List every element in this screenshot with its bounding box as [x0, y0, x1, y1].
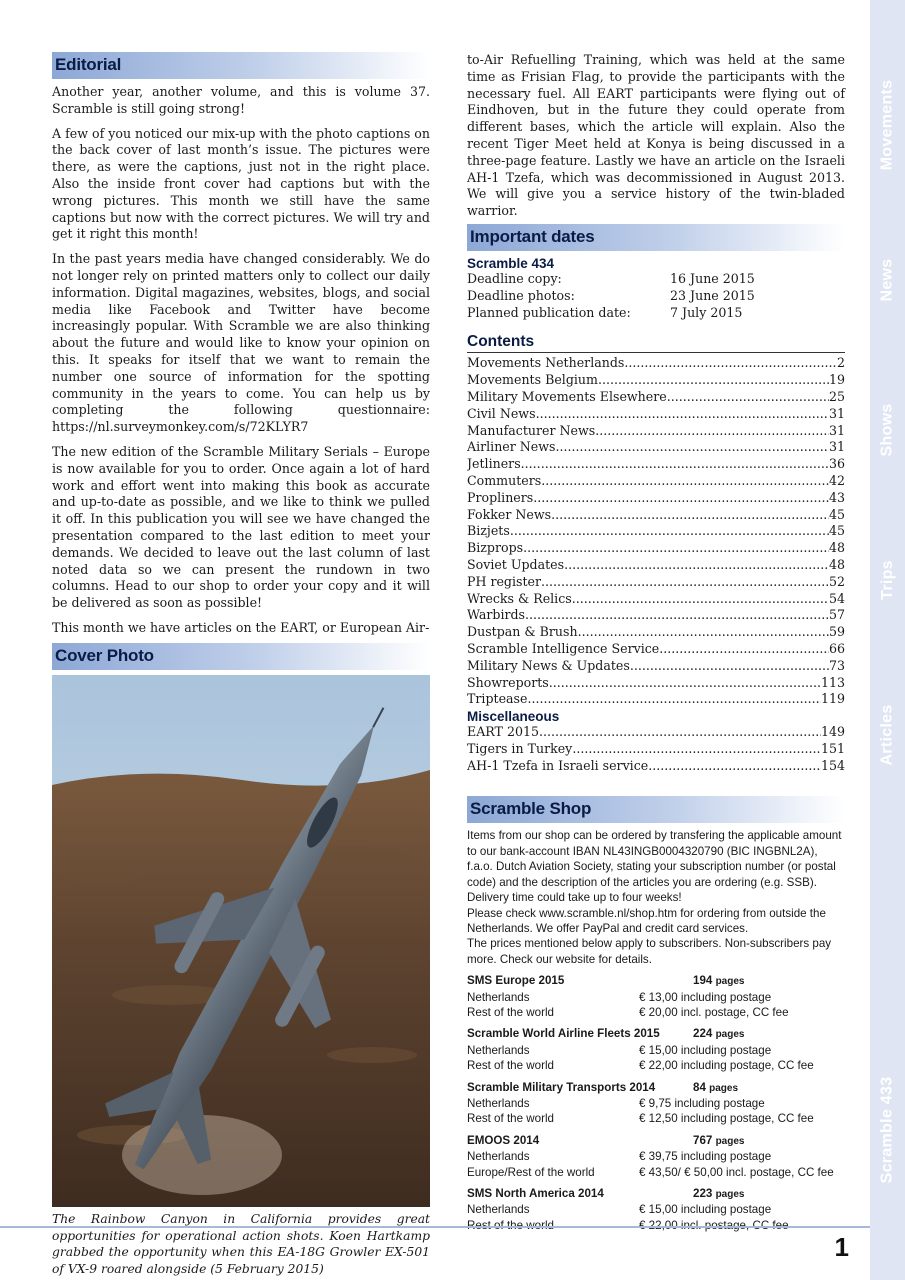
- contents-entry-page: 154: [820, 757, 845, 773]
- price-region: Europe/Rest of the world: [467, 1165, 595, 1179]
- shop-paragraph: Please check www.scramble.nl/shop.htm for ordering from outside the Netherlands. We offer PayPal and credit card services.: [467, 906, 826, 935]
- miscellaneous-list: [467, 724, 845, 774]
- contents-entry-title: Wrecks & Relics: [467, 590, 572, 606]
- shop-product-name: SMS North America 2014: [467, 1187, 604, 1201]
- pages-label: pages: [715, 1029, 745, 1041]
- contents-entry-title: Military News & Updates: [467, 657, 630, 673]
- pages-label: pages: [709, 1082, 739, 1094]
- contents-entry: [467, 406, 845, 423]
- dot-leader: [659, 641, 829, 658]
- contents-entry-page: 119: [820, 691, 845, 707]
- editorial-paragraph: A few of you noticed our mix-up with the photo captions on the back cover of last month’s issue. The pictures were there, as were the captions, just not in the right place. Also the inside front cover had captions but with the wrong pictures. This month we still have the same captions but now with the correct pictures. We will try and get it right this month!: [52, 125, 430, 242]
- page-number: 1: [834, 1232, 849, 1262]
- sidebar-tab-trips: Trips: [878, 560, 896, 600]
- contents-entry-page: 66: [828, 640, 845, 656]
- dot-leader: [572, 591, 829, 608]
- important-dates-heading: Important dates: [467, 224, 845, 251]
- shop-paragraph: Items from our shop can be ordered by transfering the applicable amount to our bank-account IBAN NL43INGB0004320790 (BIC INGBNL2A), f.a.o. Dutch Aviation Society, stating your subscription number (or postal code) and the description of the articles you are ordering (e.g. SSB). Delivery time could take up to four weeks!: [467, 829, 842, 905]
- contents-entry-page: 113: [820, 674, 845, 690]
- contents-entry-page: 31: [828, 439, 845, 455]
- shop-product: [467, 1133, 845, 1180]
- dot-leader: [630, 658, 829, 675]
- editorial-paragraph: In the past years media have changed considerably. We do not longer rely on printed matters only to collect our daily information. Digital magazines, websites, blogs, and social media like Facebook and Twitter have become increasingly popular. With Scramble we are also thinking about the future and would like to know your opinion on this. It speaks for itself that we want to remain the number one source of information for the spotting community in the years to come. You can help us by completing the following questionnaire: https://nl.surveymonkey.com/s/72KLYR7: [52, 251, 430, 435]
- sidebar-tab-news: News: [878, 258, 896, 302]
- contents-entry-title: Commuters: [467, 472, 542, 488]
- dot-leader: [523, 540, 829, 557]
- contents-entry: [467, 372, 845, 389]
- date-row: Deadline copy: 16 June 2015: [467, 270, 755, 286]
- contents-entry: [467, 675, 845, 692]
- contents-entry: [467, 439, 845, 456]
- contents-entry-title: Dustpan & Brush: [467, 624, 578, 640]
- pages-label: pages: [715, 976, 745, 988]
- shop-price-row: [467, 1149, 845, 1164]
- right-column: [467, 52, 845, 1233]
- price-region: Rest of the world: [467, 1005, 554, 1019]
- editorial-continuation: to-Air Refuelling Training, which was held at the same time as Frisian Flag, to provide the participants with the necessary fuel. All EART participants were flying out of Eindhoven, but in the future they could operate from different bases, which the article will explain. Also the recent Tiger Meet held at Konya is being discussed in a three-page feature. Lastly we have an article on the Israeli AH-1 Tzefa, which was decommissioned in August 2013. We will give you a service history of the twin-bladed warrior.: [467, 52, 845, 219]
- pages-label: pages: [715, 1135, 745, 1147]
- dot-leader: [525, 607, 829, 624]
- shop-paragraph: The prices mentioned below apply to subscribers. Non-subscribers pay more. Check our website for details.: [467, 937, 832, 966]
- dot-leader: [648, 758, 821, 775]
- shop-section: [467, 828, 845, 1233]
- shop-product-pages: 767 pages: [693, 1133, 745, 1147]
- dot-leader: [541, 574, 829, 591]
- contents-entry-title: Jetliners: [467, 456, 521, 472]
- contents-entry-title: Tigers in Turkey: [467, 740, 573, 756]
- dot-leader: [598, 372, 829, 389]
- contents-entry-title: Movements Belgium: [467, 372, 598, 388]
- contents-entry-title: Civil News: [467, 405, 536, 421]
- contents-entry-page: 42: [828, 472, 845, 488]
- contents-entry-title: Fokker News: [467, 506, 552, 522]
- sidebar-tab-articles: Articles: [878, 704, 896, 766]
- shop-products: [467, 973, 845, 1233]
- contents-entry-title: PH register: [467, 573, 542, 589]
- contents-entry-title: Military Movements Elsewhere: [467, 388, 667, 404]
- contents-entry: [467, 423, 845, 440]
- editorial-paragraph: Another year, another volume, and this is volume 37. Scramble is still going strong!: [52, 84, 430, 116]
- price-value: € 15,00 including postage: [639, 1203, 772, 1217]
- contents-entry: [467, 507, 845, 524]
- shop-price-row: [467, 1005, 845, 1020]
- dot-leader: [521, 456, 829, 473]
- dot-leader: [564, 557, 829, 574]
- shop-product-pages: 224 pages: [693, 1027, 745, 1041]
- contents-entry-title: Manufacturer News: [467, 422, 596, 438]
- contents-entry-page: 48: [828, 540, 845, 556]
- contents-entry-page: 54: [828, 590, 845, 606]
- shop-product: [467, 973, 845, 1020]
- contents-entry-title: Scramble Intelligence Service: [467, 640, 660, 656]
- contents-entry: [467, 574, 845, 591]
- contents-entry-page: 25: [828, 388, 845, 404]
- issue-label: Scramble 434: [467, 255, 555, 271]
- price-value: € 43,50/ € 50,00 incl. postage, CC fee: [639, 1165, 834, 1179]
- price-value: € 20,00 incl. postage, CC fee: [639, 1005, 789, 1019]
- date-row: Deadline photos: 23 June 2015: [467, 287, 755, 303]
- contents-entry-page: 52: [828, 573, 845, 589]
- sidebar-tab-shows: Shows: [878, 403, 896, 457]
- dot-leader: [551, 507, 829, 524]
- price-region: Rest of the world: [467, 1059, 554, 1073]
- shop-product-name: Scramble World Airline Fleets 2015: [467, 1027, 660, 1041]
- pages-label: pages: [715, 1189, 745, 1201]
- contents-entry-title: Warbirds: [467, 607, 526, 623]
- contents-entry-title: Movements Netherlands: [467, 355, 625, 371]
- contents-entry-page: 45: [828, 506, 845, 522]
- price-region: Netherlands: [467, 990, 530, 1004]
- contents-entry-title: Soviet Updates: [467, 556, 565, 572]
- footer-rule: [0, 1226, 870, 1228]
- dot-leader: [539, 724, 821, 741]
- editorial-heading: Editorial: [52, 52, 430, 79]
- shop-price-row: [467, 1043, 845, 1058]
- contents-entry-title: Bizprops: [467, 540, 524, 556]
- dot-leader: [536, 406, 829, 423]
- contents-entry-page: 151: [820, 740, 845, 756]
- editorial-paragraph: This month we have articles on the EART, or European Air-: [52, 619, 430, 635]
- contents-entry: [467, 641, 845, 658]
- shop-price-row: [467, 1202, 845, 1217]
- contents-entry-page: 59: [828, 624, 845, 640]
- contents-entry: [467, 456, 845, 473]
- contents-entry: [467, 607, 845, 624]
- contents-entry: [467, 658, 845, 675]
- shop-product-header: [467, 1186, 845, 1202]
- shop-product-header: [467, 1133, 845, 1149]
- contents-entry: [467, 540, 845, 557]
- dot-leader: [510, 523, 829, 540]
- contents-entry-page: 43: [828, 489, 845, 505]
- contents-entry-title: Triptease: [467, 691, 528, 707]
- price-value: € 9,75 including postage: [639, 1096, 765, 1110]
- dot-leader: [624, 355, 837, 372]
- dot-leader: [572, 741, 821, 758]
- contents-entry-title: Showreports: [467, 674, 549, 690]
- shop-price-row: [467, 1111, 845, 1126]
- left-column: [52, 52, 430, 1278]
- contents-entry: [467, 691, 845, 708]
- shop-price-row: [467, 1058, 845, 1073]
- contents-entry-title: EART 2015: [467, 724, 540, 740]
- contents-entry-title: AH-1 Tzefa in Israeli service: [467, 757, 649, 773]
- contents-entry: [467, 591, 845, 608]
- sidebar-tab-issue: Scramble 433: [878, 1076, 896, 1184]
- contents-entry: [467, 557, 845, 574]
- contents-entry-title: Propliners: [467, 489, 534, 505]
- contents-entry: [467, 523, 845, 540]
- contents-entry-page: 2: [836, 355, 845, 371]
- price-region: Netherlands: [467, 1096, 530, 1110]
- date-row: Planned publication date: 7 July 2015: [467, 304, 743, 320]
- dot-leader: [595, 423, 829, 440]
- shop-product-name: SMS Europe 2015: [467, 974, 565, 988]
- contents-entry-page: 19: [828, 372, 845, 388]
- dot-leader: [578, 624, 829, 641]
- cover-photo-caption: The Rainbow Canyon in California provides great opportunities for operational action shots. Koen Hartkamp grabbed the opportunity when this EA-18G Growler EX-501 of VX-9 roared alongside (5 February 2015): [52, 1211, 430, 1277]
- section-sidebar: [870, 0, 905, 1280]
- contents-entry: [467, 758, 845, 775]
- shop-product-name: EMOOS 2014: [467, 1133, 540, 1147]
- price-region: Netherlands: [467, 1043, 530, 1057]
- price-region: Netherlands: [467, 1150, 530, 1164]
- cover-photo-heading: Cover Photo: [52, 643, 430, 670]
- shop-product-header: [467, 973, 845, 989]
- price-value: € 13,00 including postage: [639, 990, 772, 1004]
- jet-photo-illustration: [52, 675, 430, 1207]
- dot-leader: [549, 675, 821, 692]
- contents-heading: Contents: [467, 333, 845, 353]
- price-value: € 22,00 including postage, CC fee: [639, 1059, 814, 1073]
- contents-list: [467, 355, 845, 708]
- shop-product: [467, 1080, 845, 1127]
- dot-leader: [527, 691, 821, 708]
- contents-entry-page: 48: [828, 556, 845, 572]
- contents-entry-page: 149: [820, 724, 845, 740]
- contents-entry: [467, 389, 845, 406]
- price-region: Netherlands: [467, 1203, 530, 1217]
- contents-entry: [467, 355, 845, 372]
- shop-price-row: [467, 990, 845, 1005]
- contents-entry-page: 57: [828, 607, 845, 623]
- contents-entry-title: Airliner News: [467, 439, 556, 455]
- editorial-paragraph: The new edition of the Scramble Military Serials – Europe is now available for you to order. Once again a lot of hard work and effort went into making this book as accurate and up-to-date as possible, and we like to think we pulled it off. In this publication you will see we have changed the presentation compared to the last edition to meet your demands. We decided to leave out the last column of last noted data so we can present the rundown in two columns. Head to our shop to order your copy and it will be delivered as soon as possible!: [52, 443, 430, 611]
- contents-entry-page: 31: [828, 422, 845, 438]
- shop-price-row: [467, 1096, 845, 1111]
- contents-entry-page: 31: [828, 405, 845, 421]
- scramble-shop-heading: Scramble Shop: [467, 796, 845, 823]
- dot-leader: [533, 490, 829, 507]
- shop-product: [467, 1026, 845, 1073]
- dot-leader: [556, 439, 829, 456]
- shop-product-pages: 84 pages: [693, 1080, 739, 1094]
- shop-price-row: [467, 1165, 845, 1180]
- dot-leader: [541, 473, 829, 490]
- dates-list: [467, 271, 845, 321]
- sidebar-tab-movements: Movements: [878, 79, 896, 171]
- contents-entry-title: Bizjets: [467, 523, 510, 539]
- shop-product-pages: 223 pages: [693, 1187, 745, 1201]
- contents-entry-page: 36: [828, 456, 845, 472]
- contents-entry: [467, 490, 845, 507]
- miscellaneous-heading: Miscellaneous: [467, 709, 560, 725]
- contents-entry-page: 45: [828, 523, 845, 539]
- price-value: € 39,75 including postage: [639, 1150, 772, 1164]
- cover-photo-image: [52, 675, 430, 1207]
- shop-product-name: Scramble Military Transports 2014: [467, 1080, 656, 1094]
- contents-entry: [467, 741, 845, 758]
- shop-product-header: [467, 1080, 845, 1096]
- shop-product-header: [467, 1026, 845, 1042]
- price-value: € 12,50 including postage, CC fee: [639, 1112, 814, 1126]
- dot-leader: [667, 389, 829, 406]
- contents-entry: [467, 473, 845, 490]
- shop-product-pages: 194 pages: [693, 974, 745, 988]
- contents-entry: [467, 724, 845, 741]
- price-value: € 15,00 including postage: [639, 1043, 772, 1057]
- price-region: Rest of the world: [467, 1112, 554, 1126]
- contents-entry: [467, 624, 845, 641]
- contents-entry-page: 73: [828, 657, 845, 673]
